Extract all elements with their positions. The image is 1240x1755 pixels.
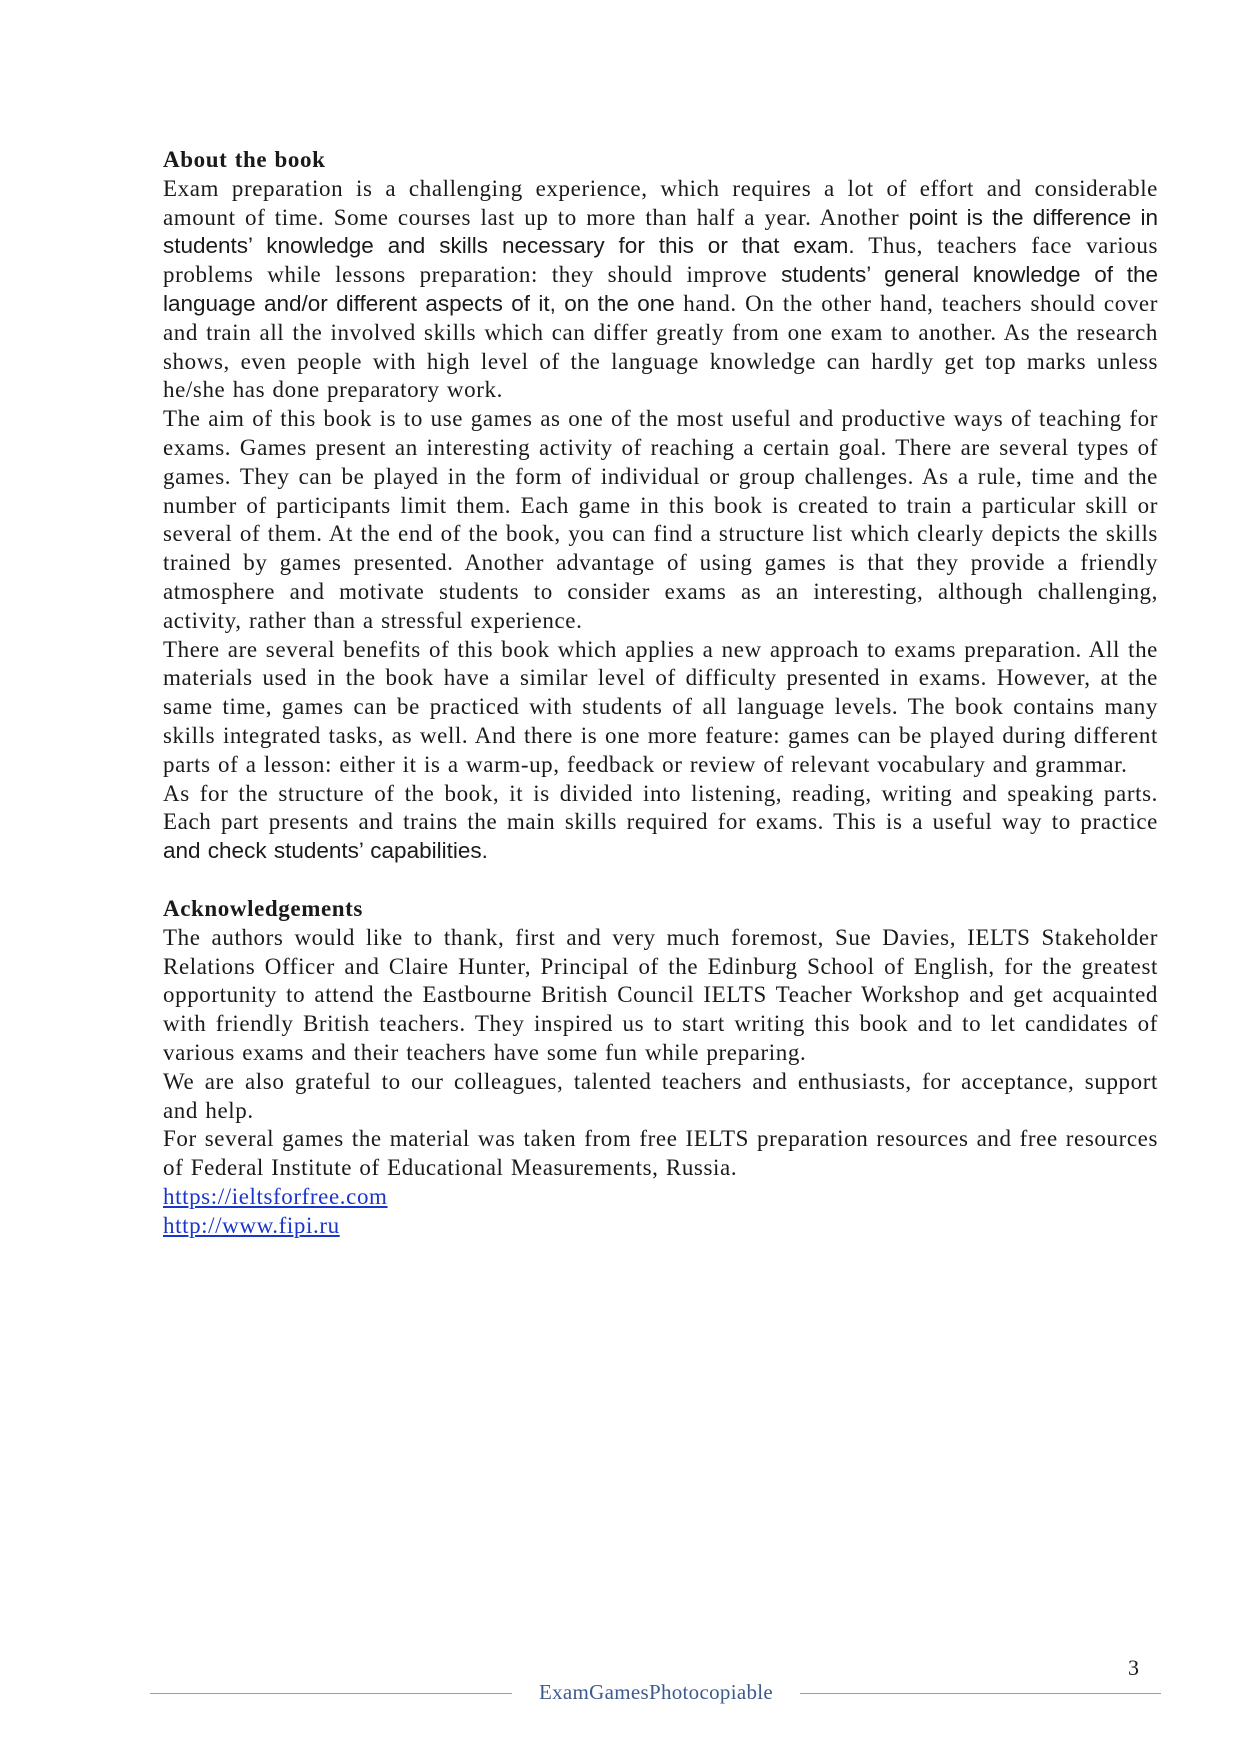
about-p1-part-d: students’ general knowledge of the language and/or different aspects of it, on the one xyxy=(163,262,1159,316)
footer-line-left xyxy=(150,1693,512,1694)
section-gap xyxy=(163,866,1158,895)
page-content xyxy=(163,146,1158,1240)
page-number: 3 xyxy=(1128,1655,1139,1680)
acknowledgements-paragraph-3: For several games the material was taken from free IELTS preparation resources and free resources of Federal Institute of Educational Measurements, Russia. xyxy=(163,1126,1158,1181)
about-paragraph-3: There are several benefits of this book which applies a new approach to exams preparation. All the materials used in the book have a similar level of difficulty presented in exams. However, at the same time, games can be practiced with students of all language levels. The book contains many skills integrated tasks, as well. And there is one more feature: games can be played during different parts of a lesson: either it is a warm-up, feedback or review of relevant vocabulary and grammar. xyxy=(163,636,1158,777)
about-paragraph-1 xyxy=(163,175,1158,405)
about-p4-part-a: As for the structure of the book, it is divided into listening, reading, writing and speaking parts. Each part presents and trains the main skills required for exams. This is a useful way to practice xyxy=(163,780,1158,835)
about-p1-part-e: hand. On the other hand, teachers should cover and train all the involved skills which can differ greatly from one exam to another. As the research shows, even people with high level of the language knowledge can hardly get top marks unless he/she has done preparatory work. xyxy=(163,290,1158,403)
link-ieltsforfree[interactable]: https://ieltsforfree.com xyxy=(163,1183,388,1209)
about-p1-part-c: Thus, teachers face various problems while lessons preparation: they should improve xyxy=(163,233,1158,288)
acknowledgements-heading: Acknowledgements xyxy=(163,895,363,921)
acknowledgements-paragraph-2: We are also grateful to our colleagues, talented teachers and enthusiasts, for acceptance, support and help. xyxy=(163,1068,1158,1123)
about-heading: About the book xyxy=(163,147,326,172)
about-p1-part-b: point is the difference in students’ knowledge and skills necessary for this or that exam. xyxy=(163,204,1158,259)
footer-text: ExamGamesPhotocopiable xyxy=(538,1680,774,1704)
about-p4-part-b: and check students’ capabilities. xyxy=(163,838,488,864)
about-p1-part-a: Exam preparation is a challenging experience, which requires a lot of effort and considerable amount of time. Some courses last up to more than half a year. Another xyxy=(163,175,1158,230)
about-paragraph-4 xyxy=(163,780,1158,866)
acknowledgements-paragraph-1: The authors would like to thank, first and very much foremost, Sue Davies, IELTS Stakeholder Relations Officer and Claire Hunter, Principal of the Edinburg School of English, for the greatest opportunity to attend the Eastbourne British Council IELTS Teacher Workshop and get acquainted with friendly British teachers. They inspired us to start writing this book and to let candidates of various exams and their teachers have some fun while preparing. xyxy=(163,924,1158,1065)
about-paragraph-2: The aim of this book is to use games as one of the most useful and productive ways of teaching for exams. Games present an interesting activity of reaching a certain goal. There are several types of games. They can be played in the form of individual or group challenges. As a rule, time and the number of participants limit them. Each game in this book is created to train a particular skill or several of them. At the end of the book, you can find a structure list which clearly depicts the skills trained by games presented. Another advantage of using games is that they provide a friendly atmosphere and motivate students to consider exams as an interesting, although challenging, activity, rather than a stressful experience. xyxy=(163,406,1158,633)
footer-line-right xyxy=(800,1693,1161,1694)
link-fipi[interactable]: http://www.fipi.ru xyxy=(163,1212,340,1238)
